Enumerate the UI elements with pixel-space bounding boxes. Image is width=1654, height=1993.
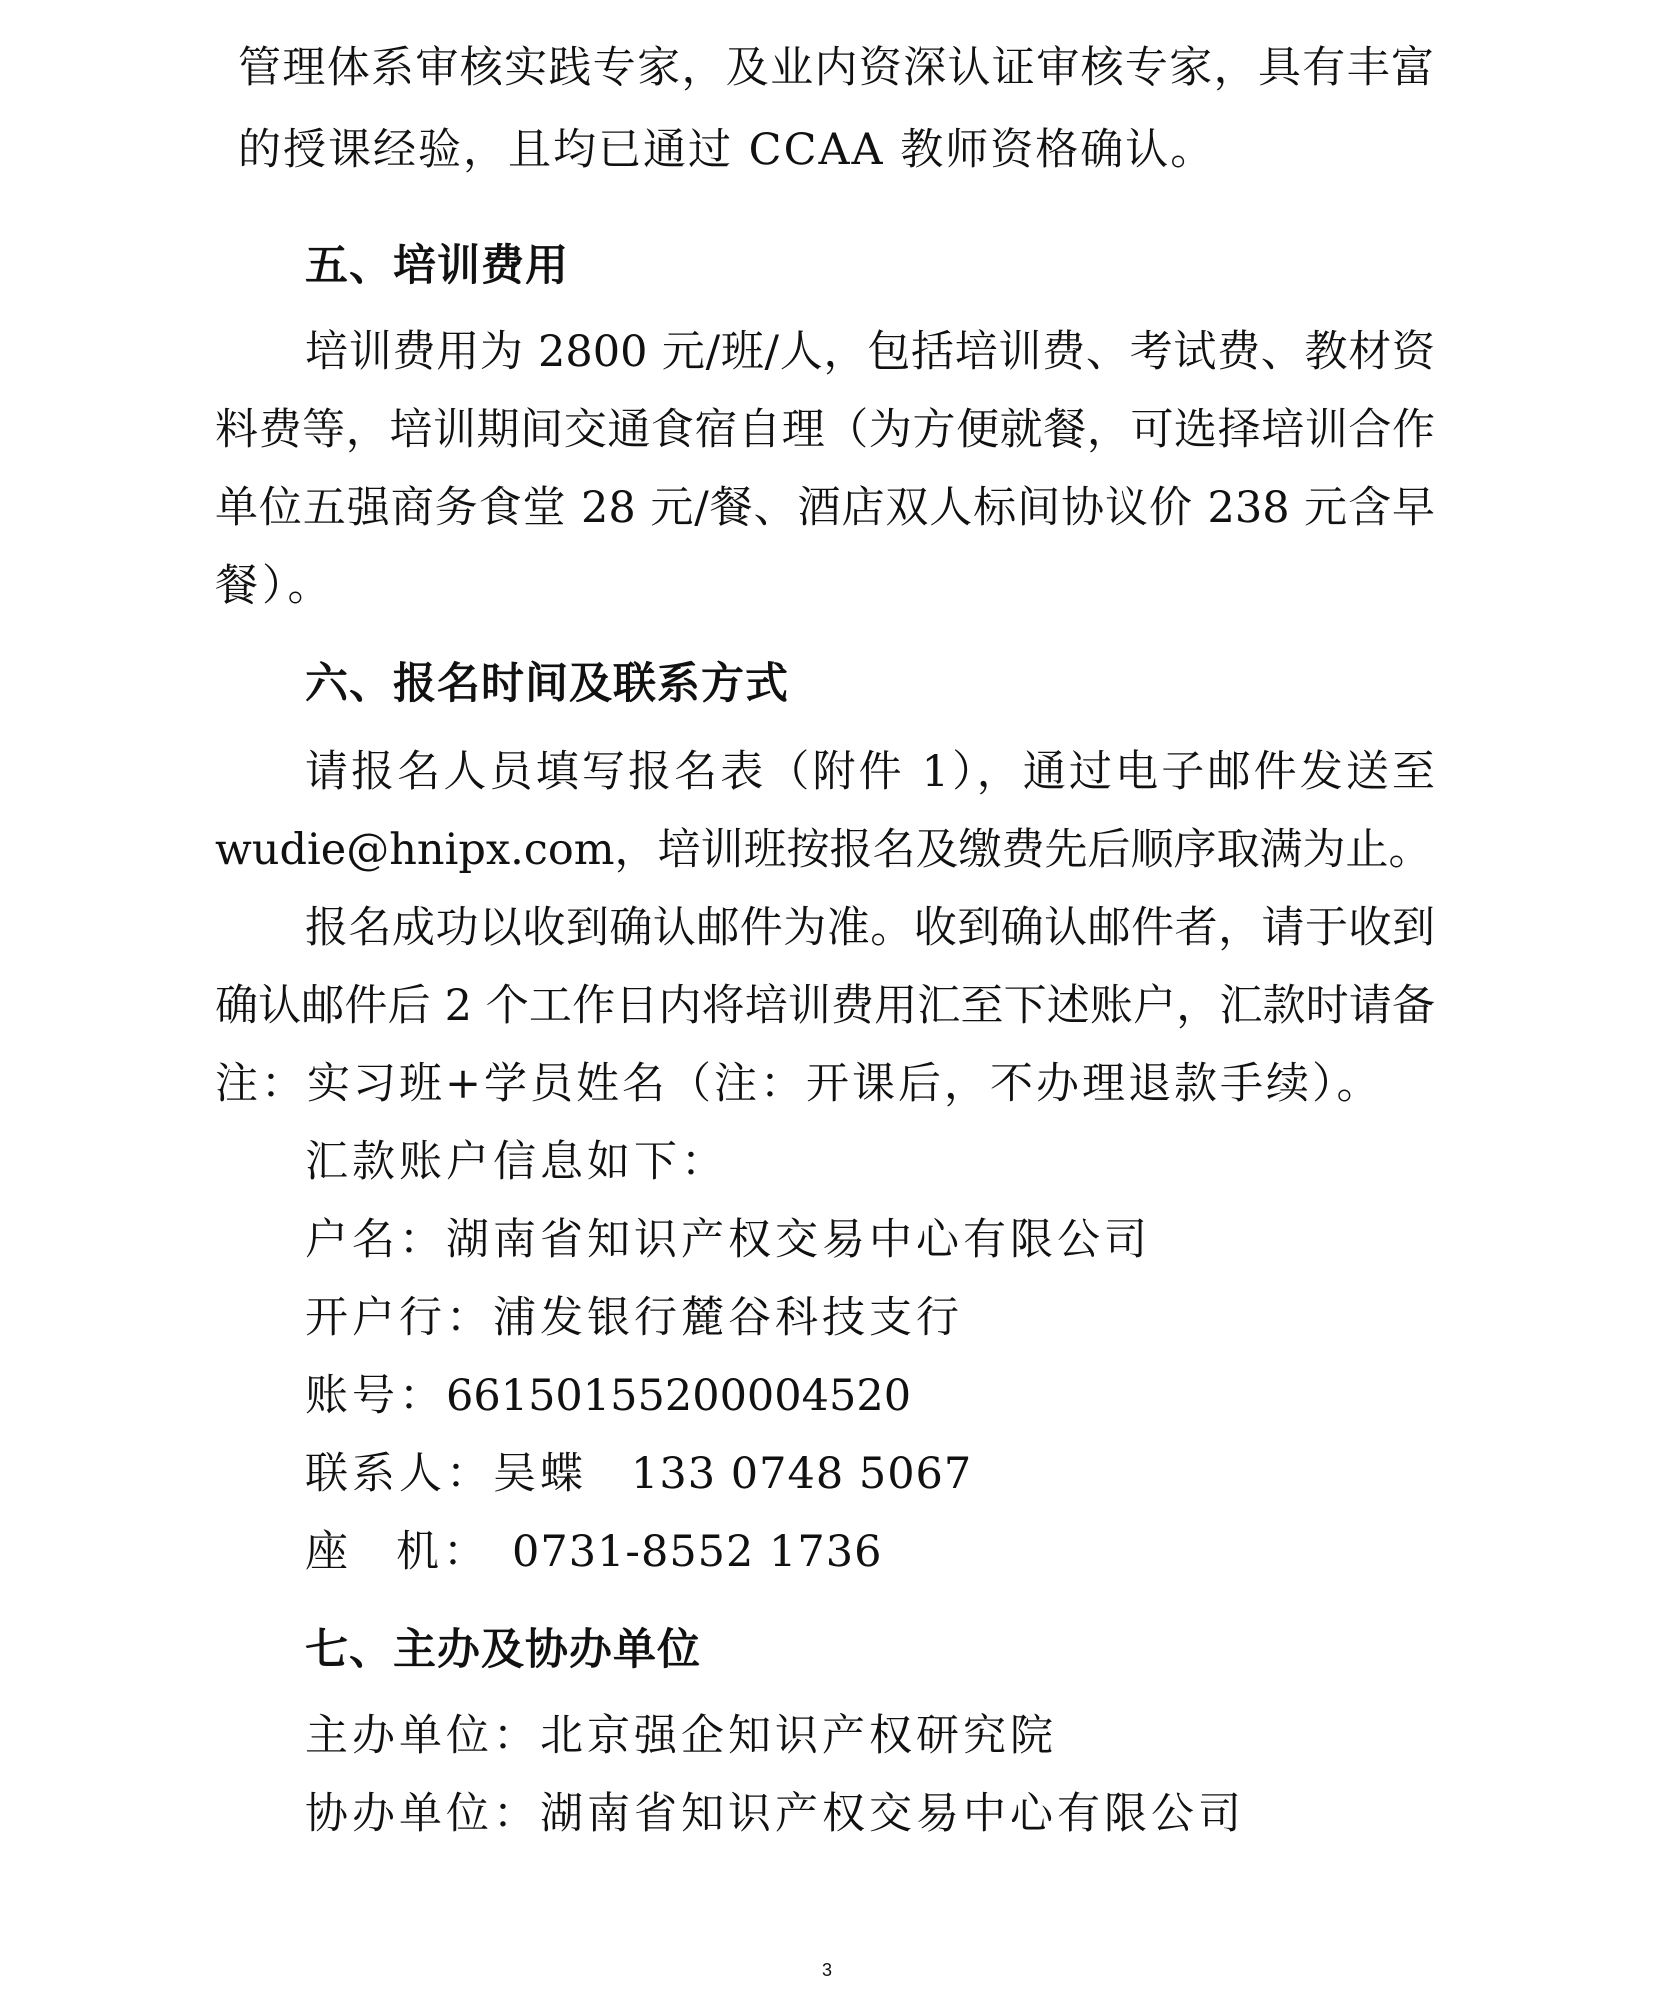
landline-value: 0731-8552 1736 (512, 1527, 883, 1577)
co-host-label: 协办单位： (305, 1789, 540, 1839)
host-label: 主办单位： (305, 1711, 540, 1761)
landline-label-b: 机： (396, 1527, 490, 1577)
section-6-para-2-line-1: 报名成功以收到确认邮件为准。收到确认邮件者，请于收到 (305, 903, 1435, 953)
bank-row (305, 1288, 963, 1348)
section-7-heading: 七、主办及协办单位 (305, 1625, 701, 1675)
section-5-heading: 五、培训费用 (305, 241, 569, 291)
intro-line-1: 管理体系审核实践专家，及业内资深认证审核专家，具有丰富 (238, 43, 1434, 93)
host-value: 北京强企知识产权研究院 (540, 1711, 1057, 1761)
contact-row (305, 1444, 972, 1504)
co-host-value: 湖南省知识产权交易中心有限公司 (540, 1789, 1245, 1839)
section-6-para-2-line-2: 确认邮件后 2 个工作日内将培训费用汇至下述账户，汇款时请备 (215, 981, 1435, 1031)
account-intro: 汇款账户信息如下： (305, 1137, 728, 1187)
contact-label: 联系人： (305, 1449, 493, 1499)
section-6-para-1-line-2: wudie@hnipx.com，培训班按报名及缴费先后顺序取满为止。 (215, 825, 1432, 875)
account-number-label: 账号： (305, 1371, 446, 1421)
account-number-row (305, 1366, 911, 1426)
section-6-heading: 六、报名时间及联系方式 (305, 659, 789, 709)
section-5-line-3: 单位五强商务食堂 28 元/餐、酒店双人标间协议价 238 元含早 (215, 483, 1435, 533)
landline-label-a: 座 (305, 1527, 352, 1577)
section-6-para-1-line-1: 请报名人员填写报名表（附件 1），通过电子邮件发送至 (305, 747, 1435, 797)
bank-value: 浦发银行麓谷科技支行 (493, 1293, 963, 1343)
landline-row (305, 1522, 883, 1582)
section-6-para-2-line-3: 注：实习班+学员姓名（注：开课后，不办理退款手续）。 (215, 1059, 1383, 1109)
contact-name: 吴蝶 (493, 1449, 587, 1499)
section-5-line-2: 料费等，培训期间交通食宿自理（为方便就餐，可选择培训合作 (215, 405, 1435, 455)
account-name-row (305, 1210, 1151, 1270)
contact-phone: 133 0748 5067 (631, 1449, 973, 1499)
co-host-row (305, 1784, 1245, 1844)
bank-label: 开户行： (305, 1293, 493, 1343)
account-name-label: 户名： (305, 1215, 446, 1265)
page-number: 3 (821, 1960, 832, 1980)
section-5-line-4: 餐）。 (215, 561, 335, 611)
host-row (305, 1706, 1057, 1766)
intro-line-2: 的授课经验，且均已通过 CCAA 教师资格确认。 (238, 125, 1216, 175)
section-5-line-1: 培训费用为 2800 元/班/人，包括培训费、考试费、教材资 (305, 327, 1435, 377)
account-name-value: 湖南省知识产权交易中心有限公司 (446, 1215, 1151, 1265)
account-number-value: 66150155200004520 (446, 1371, 912, 1421)
